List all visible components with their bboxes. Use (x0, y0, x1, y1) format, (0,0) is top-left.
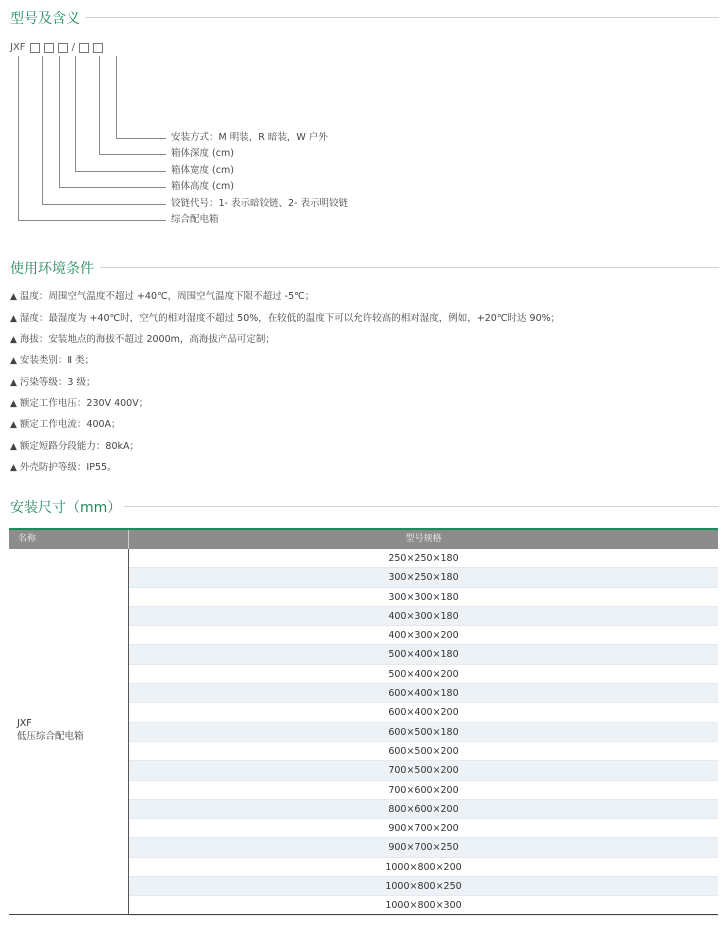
code-box-depth (79, 43, 89, 53)
triangle-bullet-icon: ▲ (10, 335, 17, 345)
connector-line (59, 187, 166, 188)
section-divider (124, 506, 719, 507)
connector-line (18, 56, 19, 220)
code-box-width (58, 43, 68, 53)
condition-item: ▲ 海拔：安装地点的海拔不超过 2000m，高海拔产品可定制； (10, 334, 275, 345)
connector-line (75, 56, 76, 171)
table-row: 600×400×180 (129, 684, 718, 703)
table-row: 400×300×200 (129, 626, 718, 645)
desc-width: 箱体宽度 (cm) (171, 165, 234, 176)
connector-line (42, 56, 43, 204)
connector-line (116, 56, 117, 138)
code-box-install (93, 43, 103, 53)
section-title-model: 型号及含义 (10, 11, 80, 27)
table-header (9, 530, 718, 549)
header-spec: 型号规格 (405, 534, 442, 544)
table-row: 900×700×200 (129, 819, 718, 838)
table-row: 400×300×180 (129, 607, 718, 626)
connector-line (18, 220, 166, 221)
connector-line (42, 204, 166, 205)
desc-install-type: 安装方式：M 明装，R 暗装，W 户外 (171, 132, 328, 143)
triangle-bullet-icon: ▲ (10, 292, 17, 302)
desc-height: 箱体高度 (cm) (171, 181, 234, 192)
table-row: 1000×800×250 (129, 877, 718, 896)
section-title-dimensions: 安装尺寸（mm） (10, 500, 122, 516)
table-row: 1000×800×200 (129, 858, 718, 877)
connector-line (99, 56, 100, 154)
condition-item: ▲ 湿度：最湿度为 +40℃时，空气的相对湿度不超过 50%，在较低的温度下可以允许较高的相对湿度，例如，+20℃时达 90%； (10, 313, 561, 324)
condition-item: ▲ 额定工作电流：400A； (10, 419, 121, 430)
section-divider (100, 267, 719, 268)
model-slash: / (71, 42, 75, 53)
table-row: 500×400×200 (129, 665, 718, 684)
condition-item: ▲ 额定短路分段能力：80kA； (10, 441, 140, 452)
connector-line (116, 138, 166, 139)
name-cell (9, 549, 128, 915)
table-row: 300×250×180 (129, 568, 718, 587)
table-row: 800×600×200 (129, 800, 718, 819)
connector-line (59, 56, 60, 187)
section-divider (86, 17, 719, 18)
desc-depth: 箱体深度 (cm) (171, 148, 234, 159)
triangle-bullet-icon: ▲ (10, 314, 17, 324)
table-row: 600×400×200 (129, 703, 718, 722)
connector-line (75, 171, 166, 172)
triangle-bullet-icon: ▲ (10, 356, 17, 366)
condition-item: ▲ 安装类别：Ⅱ 类； (10, 355, 95, 366)
code-box-height (44, 43, 54, 53)
condition-item: ▲ 污染等级：3 级； (10, 377, 96, 388)
connector-line (99, 154, 166, 155)
table-row: 1000×800×300 (129, 896, 718, 915)
condition-item: ▲ 温度：周围空气温度不超过 +40℃，周围空气温度下限不超过 -5℃； (10, 291, 315, 302)
condition-item: ▲ 额定工作电压：230V 400V； (10, 398, 149, 409)
table-row: 900×700×250 (129, 838, 718, 857)
table-bottom-rule (9, 914, 718, 915)
spec-rows (129, 549, 718, 916)
triangle-bullet-icon: ▲ (10, 378, 17, 388)
section-title-conditions: 使用环境条件 (10, 261, 94, 277)
triangle-bullet-icon: ▲ (10, 420, 17, 430)
table-row: 300×300×180 (129, 588, 718, 607)
table-row: 700×600×200 (129, 781, 718, 800)
desc-hinge: 铰链代号：1- 表示暗铰链、2- 表示明铰链 (171, 198, 348, 209)
header-name: 名称 (18, 534, 37, 544)
condition-item: ▲ 外壳防护等级：IP55。 (10, 462, 117, 473)
table-row: 600×500×180 (129, 723, 718, 742)
model-code (10, 41, 103, 55)
table-row: 700×500×200 (129, 761, 718, 780)
triangle-bullet-icon: ▲ (10, 442, 17, 452)
desc-product: 综合配电箱 (171, 214, 219, 225)
table-row: 500×400×180 (129, 645, 718, 664)
triangle-bullet-icon: ▲ (10, 463, 17, 473)
code-box-hinge (30, 43, 40, 53)
table-row: 600×500×200 (129, 742, 718, 761)
table-row: 250×250×180 (129, 549, 718, 568)
model-prefix: JXF (10, 42, 26, 53)
product-name: JXF 低压综合配电箱 (17, 718, 84, 742)
triangle-bullet-icon: ▲ (10, 399, 17, 409)
